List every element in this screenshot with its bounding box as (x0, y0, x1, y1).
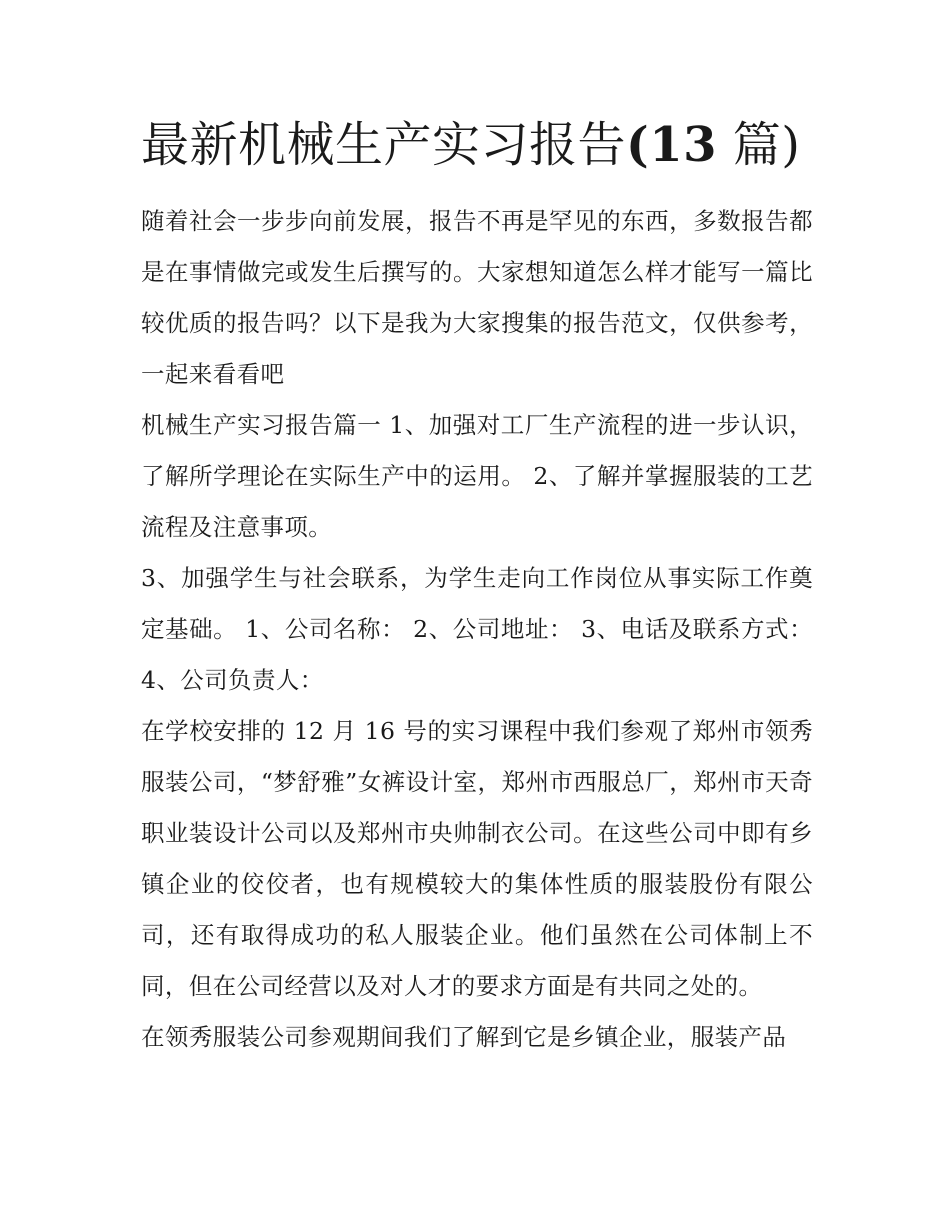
paragraph-lingxiu: 在领秀服装公司参观期间我们了解到它是乡镇企业，服装产品 (141, 1023, 787, 1051)
document-title (141, 112, 841, 178)
title-count: (13 (626, 117, 718, 173)
document-body (141, 196, 813, 1063)
title-unit: 篇) (732, 117, 801, 173)
paragraph-purpose: 机械生产实习报告篇一 1、加强对工厂生产流程的进一步认识，了解所学理论在实际生产中的运用。 2、了解并掌握服装的工艺流程及注意事项。 (141, 411, 813, 541)
paragraph-visit: 在学校安排的 12 月 16 号的实习课程中我们参观了郑州市领秀服装公司，“梦舒雅”女裤设计室，郑州市西服总厂，郑州市天奇职业装设计公司以及郑州市央帅制衣公司。在这些公司中即有乡镇企业的佼佼者，也有规模较大的集体性质的服装股份有限公司，还有取得成功的私人服装企业。他们虽然在公司体制上不同，但在公司经营以及对人才的要求方面是有共同之处的。 (141, 717, 813, 1000)
title-main: 最新机械生产实习报告 (141, 117, 627, 173)
paragraph-company-info: 3、加强学生与社会联系，为学生走向工作岗位从事实际工作奠定基础。 1、公司名称： 2、公司地址： 3、电话及联系方式： 4、公司负责人： (141, 564, 813, 694)
paragraph-intro: 随着社会一步步向前发展，报告不再是罕见的东西，多数报告都是在事情做完或发生后撰写的。大家想知道怎么样才能写一篇比较优质的报告吗？以下是我为大家搜集的报告范文，仅供参考，一起来看看吧 (141, 207, 813, 388)
